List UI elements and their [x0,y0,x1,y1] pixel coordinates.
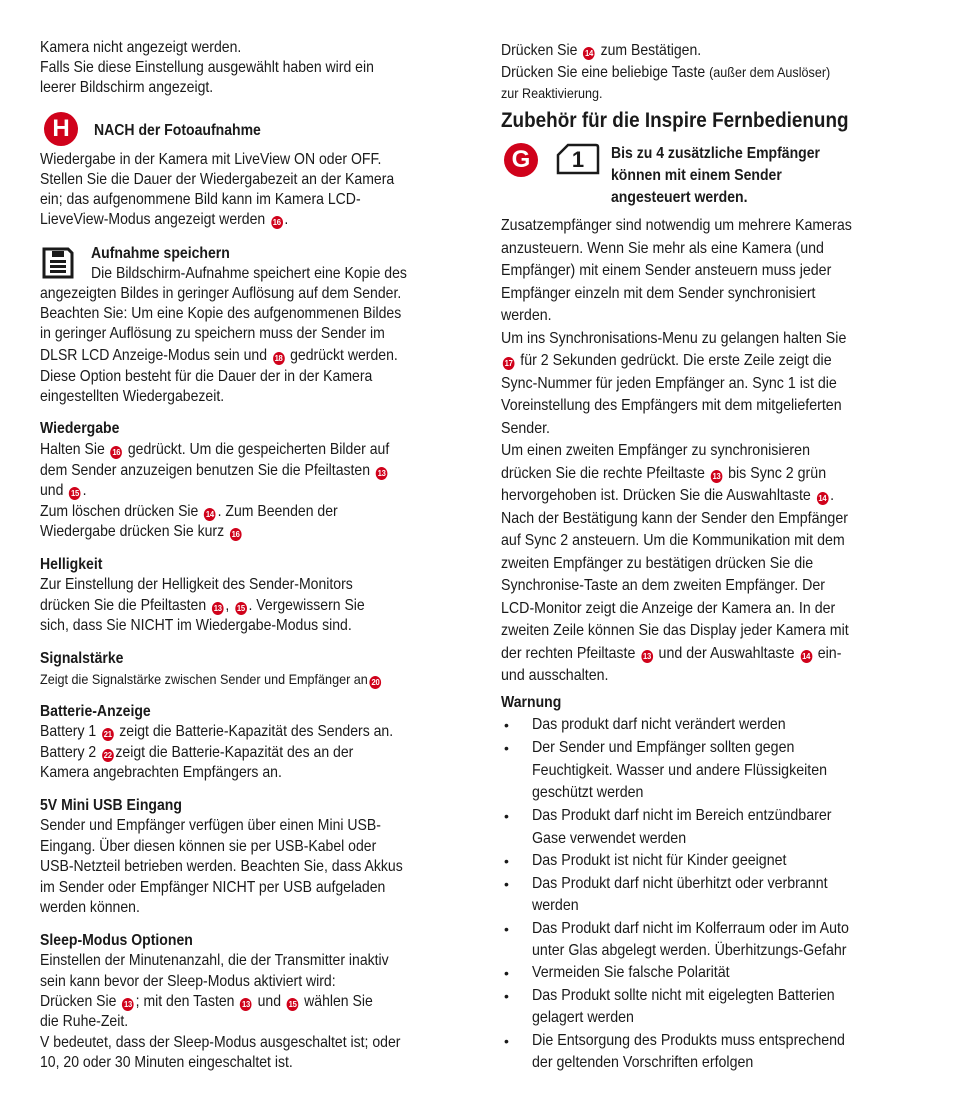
accessory-line: hervorgehoben ist. Drücken Sie die Auswahltaste 14 . [501,487,835,504]
warning-bullet: • [504,1033,509,1049]
warning-bullet: • [504,988,509,1004]
section-g-title: können mit einem Sender [611,167,782,184]
warning-item: werden [532,897,579,914]
button-15-icon: 15 [288,999,297,1009]
save-line: DLSR LCD Anzeige-Modus sein und 18 gedrückt werden. [40,347,398,364]
warning-item: Das Produkt darf nicht überhitzt oder verbrannt [532,875,828,892]
accessory-line: der rechten Pfeiltaste 13 und der Auswahltaste 14 ein- [501,645,842,662]
sleep-line: sein kann bevor der Sleep-Modus aktiviert wird: [40,973,336,990]
warning-item: Feuchtigkeit. Wasser und andere Flüssigkeiten [532,762,828,779]
warning-item: Das Produkt darf nicht im Bereich entzündbarer [532,807,832,824]
button-21-icon: 21 [103,729,112,739]
warning-bullet: • [504,740,509,756]
button-14-icon: 14 [802,651,811,661]
receiver-number: 1 [571,147,585,172]
save-line: Beachten Sie: Um eine Kopie des aufgenommenen Bildes [40,305,402,322]
button-18-icon: 18 [274,353,283,363]
accessory-line: LCD-Monitor zeigt die Anzeige der Kamera an. In der [501,600,836,617]
warning-item: Gase verwendet werden [532,830,687,847]
button-14-icon: 14 [585,48,593,58]
button-13-icon: 13 [124,999,132,1009]
warning-bullet: • [504,808,509,824]
warning-item: Die Entsorgung des Produkts muss entsprechend [532,1032,845,1049]
button-14-icon: 14 [818,493,827,503]
sleep-line: 10, 20 oder 30 Minuten eingeschaltet ist. [40,1054,293,1071]
playback-line: Zum löschen drücken Sie 14 . Zum Beenden der [40,503,338,520]
wake-line: zur Reaktivierung. [501,85,603,101]
accessory-line: auf Sync 2 ansteuern. Um die Kommunikation mit dem [501,532,845,549]
warning-item: Vermeiden Sie falsche Polarität [532,964,730,981]
playback-line: Halten Sie 16 gedrückt. Um die gespeicherten Bilder auf [40,441,390,458]
warning-item: Das produkt darf nicht verändert werden [532,716,786,733]
intro-line: Kamera nicht angezeigt werden. [40,39,242,56]
warning-item: unter Glas abgelegt werden. Überhitzungs-Gefahr [532,942,847,959]
usb-line: Eingang. Über diesen können sie per USB-Kabel oder [40,838,377,855]
save-line: angezeigten Bildes in geringer Auflösung auf dem Sender. [40,285,402,302]
accessory-line: Um einen zweiten Empfänger zu synchronisieren [501,442,810,459]
playback-line: Wiedergabe drücken Sie kurz 16 [40,523,240,540]
button-13-icon: 13 [242,999,251,1009]
save-title: Aufnahme speichern [91,245,230,262]
button-20-icon: 20 [371,677,380,687]
wake-line: Drücken Sie eine beliebige Taste (außer dem Auslöser) [501,64,831,81]
section-h-title: NACH der Fotoaufnahme [94,122,261,139]
intro-line: leerer Bildschirm angezeigt. [40,79,214,96]
warning-bullet: • [504,717,509,733]
accessory-line: 17 für 2 Sekunden gedrückt. Die erste Zeile zeigt die [504,352,832,369]
brightness-line: sich, dass Sie NICHT im Wiedergabe-Modus sind. [40,617,352,634]
warning-bullet: • [504,921,509,937]
section-g-badge-icon: G [504,143,538,177]
usb-line: USB-Netzteil betrieben werden. Beachten Sie, dass Akkus [40,858,403,875]
button-16-icon: 16 [272,217,281,227]
warning-item: geschützt werden [532,784,644,801]
confirm-line: Drücken Sie 14 zum Bestätigen. [501,42,702,59]
battery-line: Battery 1 21 zeigt die Batterie-Kapazität des Senders an. [40,723,394,740]
accessory-line: Empfänger) mit einem Sender ansteuern muss jeder [501,262,832,279]
button-13-icon: 13 [712,471,721,481]
warning-item: der geltenden Vorschriften erfolgen [532,1054,754,1071]
sleep-line: Drücken Sie 13 ; mit den Tasten 13 und 15 wählen Sie [40,993,373,1010]
section-g-title: angesteuert werden. [611,189,748,206]
usb-line: im Sender oder Empfänger NICHT per USB aufgeladen [40,879,386,896]
accessory-line: Sender. [501,420,551,437]
button-16-icon: 16 [231,529,240,539]
brightness-line: Zur Einstellung der Helligkeit des Sender-Monitors [40,576,353,593]
accessory-line: Voreinstellung des Empfängers mit dem mitgelieferten [501,397,842,414]
save-line: Diese Option besteht für die Dauer der in der Kamera [40,368,373,385]
brightness-title: Helligkeit [40,556,103,573]
save-line: in geringer Auflösung zu speichern muss der Sender im [40,325,385,342]
section-h-line: Wiedergabe in der Kamera mit LiveView ON oder OFF. [40,151,382,168]
signal-line: Zeigt die Signalstärke zwischen Sender und Empfänger an 20 [40,671,380,687]
warning-bullet: • [504,853,509,869]
warning-bullet: • [504,876,509,892]
accessory-line: zweiten Zeile können Sie das Display jeder Kamera mit [501,622,849,639]
save-line: eingestellten Wiedergabezeit. [40,388,225,405]
receiver-one-icon [556,143,600,175]
battery-title: Batterie-Anzeige [40,703,151,720]
warning-title: Warnung [501,694,562,711]
sleep-title: Sleep-Modus Optionen [40,932,193,949]
section-h-badge-icon: H [44,112,78,146]
button-15-icon: 15 [70,488,79,498]
intro-line: Falls Sie diese Einstellung ausgewählt haben wird ein [40,59,374,76]
warning-item: gelagert werden [532,1009,634,1026]
button-22-icon: 22 [103,750,112,760]
save-line: Die Bildschirm-Aufnahme speichert eine Kopie des [91,265,407,282]
accessory-line: Um ins Synchronisations-Menu zu gelangen halten Sie [501,330,847,347]
floppy-disk-icon [42,247,74,279]
button-13-icon: 13 [377,468,386,478]
accessory-line: Sync-Nummer für jeden Empfänger an. Sync 1 ist die [501,375,837,392]
section-h-line: Stellen Sie die Dauer der Wiedergabezeit an der Kamera [40,171,395,188]
battery-line: Kamera angebrachten Empfängers an. [40,764,282,781]
playback-line: und 15 . [40,482,87,499]
button-15-icon: 15 [236,603,245,613]
warning-item: Das Produkt ist nicht für Kinder geeignet [532,852,787,869]
button-13-icon: 13 [642,651,651,661]
section-h-line: LieveView-Modus angezeigt werden 16 . [40,211,289,228]
playback-title: Wiedergabe [40,420,120,437]
brightness-line: drücken Sie die Pfeiltasten 13 , 15 . Vergewissern Sie [40,597,365,614]
battery-line: Battery 2 22 zeigt die Batterie-Kapazität des an der [40,744,354,761]
usb-line: Sender und Empfänger verfügen über einen Mini USB- [40,817,381,834]
section-h-line: ein; das aufgenommene Bild kann im Kamera LCD- [40,191,361,208]
button-14-icon: 14 [205,509,214,519]
button-17-icon: 17 [504,358,513,368]
accessory-line: Synchronise-Taste an dem zweiten Empfänger. Der [501,577,825,594]
warning-item: Das Produkt sollte nicht mit eigelegten Batterien [532,987,835,1004]
warning-item: Das Produkt darf nicht im Kolferraum oder im Auto [532,920,849,937]
usb-title: 5V Mini USB Eingang [40,797,182,814]
accessory-line: Zusatzempfänger sind notwendig um mehrere Kameras [501,217,852,234]
usb-line: werden können. [40,899,140,916]
sleep-line: Einstellen der Minutenanzahl, die der Transmitter inaktiv [40,952,389,969]
sleep-line: die Ruhe-Zeit. [40,1013,129,1030]
section-g-title: Bis zu 4 zusätzliche Empfänger [611,145,821,162]
accessory-line: drücken Sie die rechte Pfeiltaste 13 bis Sync 2 grün [501,465,827,482]
button-16-icon: 16 [112,447,121,457]
accessory-line: werden. [501,307,552,324]
warning-bullet: • [504,965,509,981]
accessory-title: Zubehör für die Inspire Fernbedienung [501,109,849,132]
warning-item: Der Sender und Empfänger sollten gegen [532,739,795,756]
playback-line: dem Sender anzuzeigen benutzen Sie die Pfeiltasten 13 [40,462,386,479]
accessory-line: und ausschalten. [501,667,609,684]
accessory-line: zweiten Empfänger zu bestätigen drücken Sie die [501,555,814,572]
accessory-line: Nach der Bestätigung kann der Sender den Empfänger [501,510,848,527]
signal-title: Signalstärke [40,650,124,667]
accessory-line: anzusteuern. Wenn Sie mehr als eine Kamera (und [501,240,824,257]
button-13-icon: 13 [213,603,222,613]
accessory-line: Empfänger einzeln mit dem Sender synchronisiert [501,285,816,302]
sleep-line: V bedeutet, dass der Sleep-Modus ausgeschaltet ist; oder [40,1034,401,1051]
